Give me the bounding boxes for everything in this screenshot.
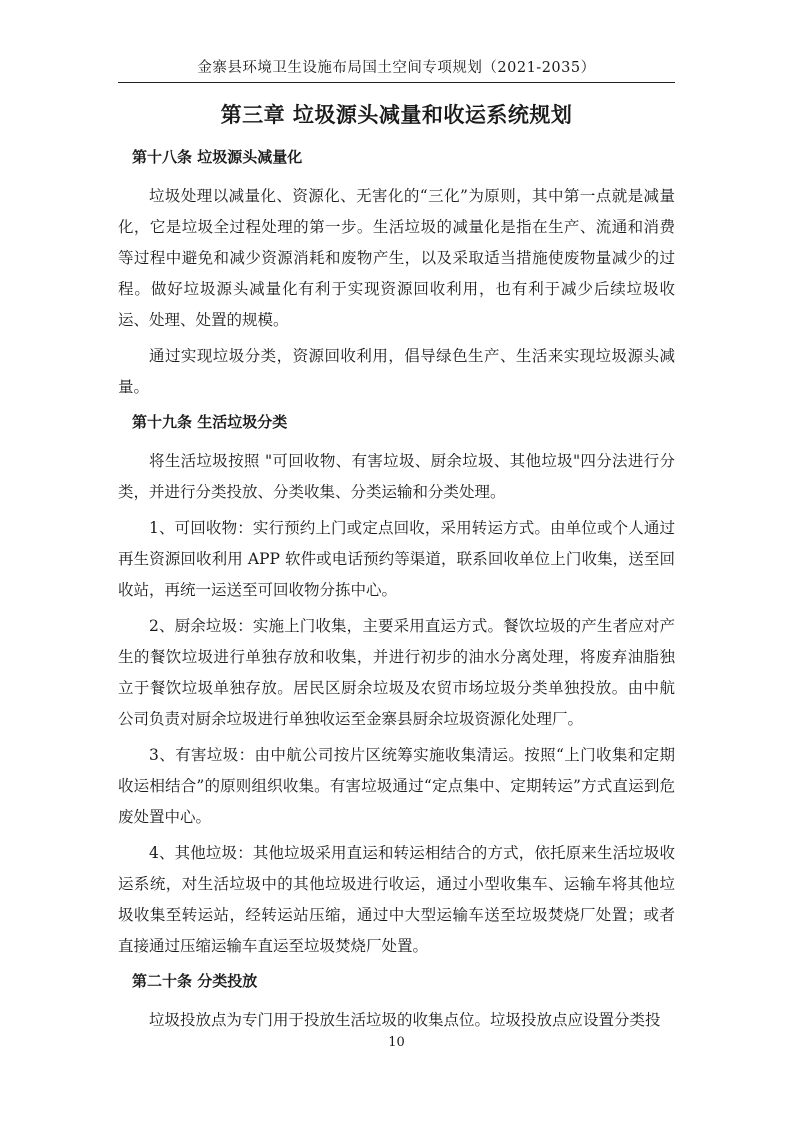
- article-19-title: 第十九条 生活垃圾分类: [132, 413, 288, 431]
- article-20-paragraph-1: 垃圾投放点为专门用于投放生活垃圾的收集点位。垃圾投放点应设置分类投: [149, 1011, 661, 1029]
- article-19-paragraph-other-waste: 4、其他垃圾：其他垃圾采用直运和转运相结合的方式，依托原来生活垃圾收运系统，对生活垃圾中的其他垃圾进行收运，通过小型收集车、运输车将其他垃圾收集至转运站，经转运站压缩，通过中大型运输车送至垃圾焚烧厂处置；或者直接通过压缩运输车直运至垃圾焚烧厂处置。: [118, 844, 675, 955]
- article-19-paragraph-kitchen-waste: 2、厨余垃圾：实施上门收集，主要采用直运方式。餐饮垃圾的产生者应对产生的餐饮垃圾进行单独存放和收集，并进行初步的油水分离处理，将废弃油脂独立于餐饮垃圾单独存放。居民区厨余垃圾及农贸市场垃圾分类单独投放。由中航公司负责对厨余垃圾进行单独收运至金寨县厨余垃圾资源化处理厂。: [118, 617, 675, 728]
- article-18-title: 第十八条 垃圾源头减量化: [132, 148, 303, 166]
- running-header: 金寨县环境卫生设施布局国土空间专项规划（2021-2035）: [118, 57, 675, 83]
- article-19-paragraph-hazardous-waste: 3、有害垃圾：由中航公司按片区统筹实施收集清运。按照“上门收集和定期收运相结合”的原则组织收集。有害垃圾通过“定点集中、定期转运”方式直运到危废处置中心。: [118, 746, 675, 826]
- article-19-paragraph-recyclables: 1、可回收物：实行预约上门或定点回收，采用转运方式。由单位或个人通过再生资源回收利用 APP 软件或电话预约等渠道，联系回收单位上门收集，送至回收站，再统一运送至可回收物分拣中心。: [118, 519, 675, 599]
- article-20-title: 第二十条 分类投放: [132, 972, 258, 990]
- document-body: [118, 143, 675, 1041]
- article-18-paragraph-2: 通过实现垃圾分类，资源回收利用，倡导绿色生产、生活来实现垃圾源头减量。: [118, 347, 675, 396]
- article-19-paragraph-1: 将生活垃圾按照 "可回收物、有害垃圾、厨余垃圾、其他垃圾"四分法进行分类，并进行分类投放、分类收集、分类运输和分类处理。: [118, 452, 675, 501]
- page-number: 10: [388, 1035, 405, 1050]
- chapter-title: 第三章 垃圾源头减量和收运系统规划: [220, 103, 573, 127]
- article-18-paragraph-1: 垃圾处理以减量化、资源化、无害化的“三化”为原则，其中第一点就是减量化，它是垃圾全过程处理的第一步。生活垃圾的减量化是指在生产、流通和消费等过程中避免和减少资源消耗和废物产生，以及采取适当措施使废物量减少的过程。做好垃圾源头减量化有利于实现资源回收利用，也有利于减少后续垃圾收运、处理、处置的规模。: [118, 187, 675, 329]
